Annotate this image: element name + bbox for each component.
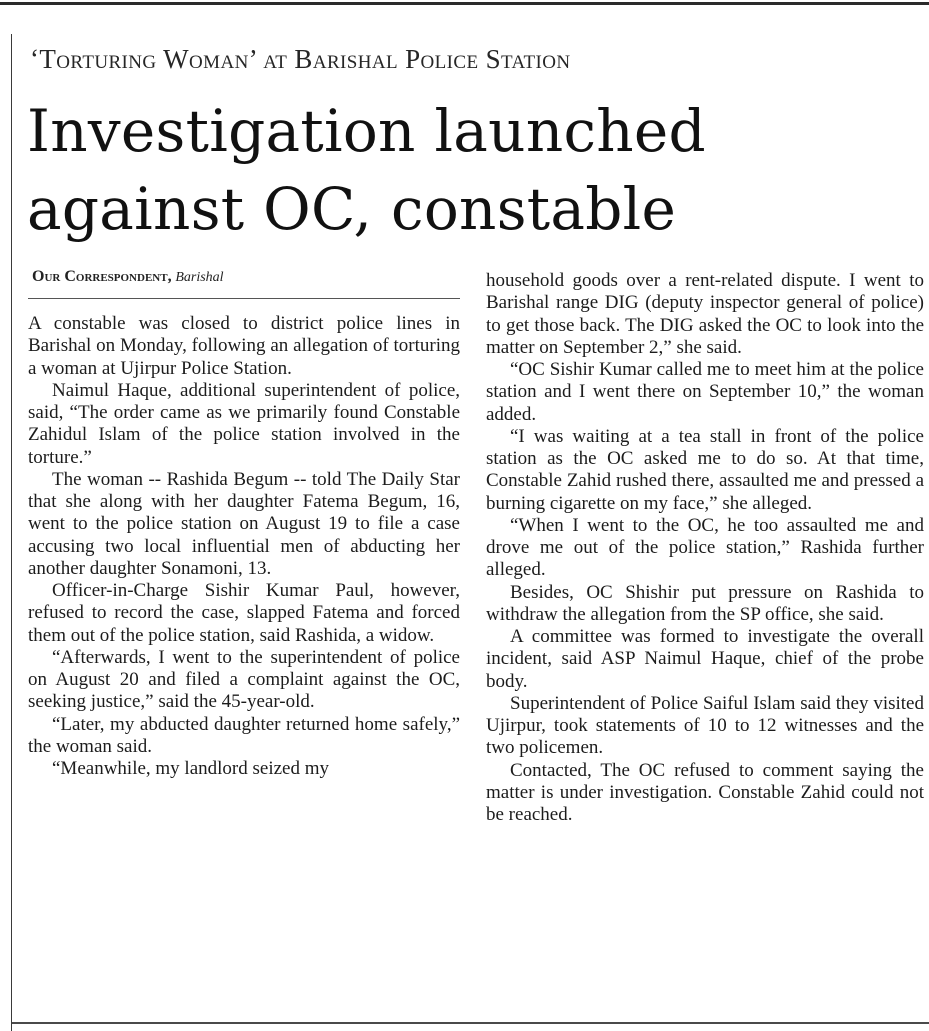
article-kicker: ‘Torturing Woman’ at Barishal Police Station — [30, 44, 571, 74]
byline — [32, 268, 224, 286]
paragraph: Contacted, The OC refused to comment saying the matter is under investigation. Constable Zahid could not be reached. — [486, 759, 924, 825]
paragraph: “I was waiting at a tea stall in front of the police station as the OC asked me to do so. At that time, Constable Zahid rushed there, assaulted me and pressed a burning cigarette on my face,” she alleged. — [486, 425, 924, 514]
paragraph: The woman -- Rashida Begum -- told The Daily Star that she along with her daughter Fatema Begum, 16, went to the police station on August 19 to file a case accusing two local influential men of abducting her another daughter Sonamoni, 13. — [28, 468, 460, 579]
byline-author: Our Correspondent, — [32, 268, 172, 285]
paragraph: A constable was closed to district police lines in Barishal on Monday, following an allegation of torturing a woman at Ujirpur Police Station. — [28, 313, 460, 379]
article-headline — [27, 92, 706, 248]
paragraph: “OC Sishir Kumar called me to meet him at the police station and I went there on September 10,” the woman added. — [486, 359, 924, 425]
top-divider-line — [0, 2, 929, 5]
paragraph: A committee was formed to investigate the overall incident, said ASP Naimul Haque, chief of the probe body. — [486, 626, 924, 692]
bottom-divider-line — [12, 1022, 929, 1024]
paragraph: Officer-in-Charge Sishir Kumar Paul, however, refused to record the case, slapped Fatema and forced them out of the police station, said Rashida, a widow. — [28, 580, 460, 646]
paragraph: “Afterwards, I went to the superintendent of police on August 20 and filed a complaint against the OC, seeking justice,” said the 45-year-old. — [28, 646, 460, 713]
paragraph: “Meanwhile, my landlord seized my — [52, 758, 330, 779]
paragraph: Besides, OC Shishir put pressure on Rashida to withdraw the allegation from the SP office, she said. — [486, 581, 924, 625]
article-body-right-column — [486, 270, 924, 826]
headline-line-2: against OC, constable — [27, 175, 677, 243]
paragraph: Naimul Haque, additional superintendent of police, said, “The order came as we primarily found Constable Zahidul Islam of the police station involved in the torture.” — [28, 379, 460, 468]
article-body-left-column — [28, 313, 460, 780]
paragraph: Superintendent of Police Saiful Islam said they visited Ujirpur, took statements of 10 to 12 witnesses and the two policemen. — [486, 692, 924, 759]
byline-divider — [28, 298, 460, 299]
byline-location: Barishal — [175, 270, 224, 285]
headline-line-1: Investigation launched — [27, 97, 706, 165]
left-column-divider — [11, 34, 12, 1031]
paragraph: “When I went to the OC, he too assaulted me and drove me out of the police station,” Rashida further alleged. — [486, 514, 924, 581]
paragraph: household goods over a rent-related dispute. I went to Barishal range DIG (deputy inspector general of police) to get those back. The DIG asked the OC to look into the matter on September 2,” she said. — [486, 270, 924, 358]
paragraph: “Later, my abducted daughter returned home safely,” the woman said. — [28, 713, 460, 757]
